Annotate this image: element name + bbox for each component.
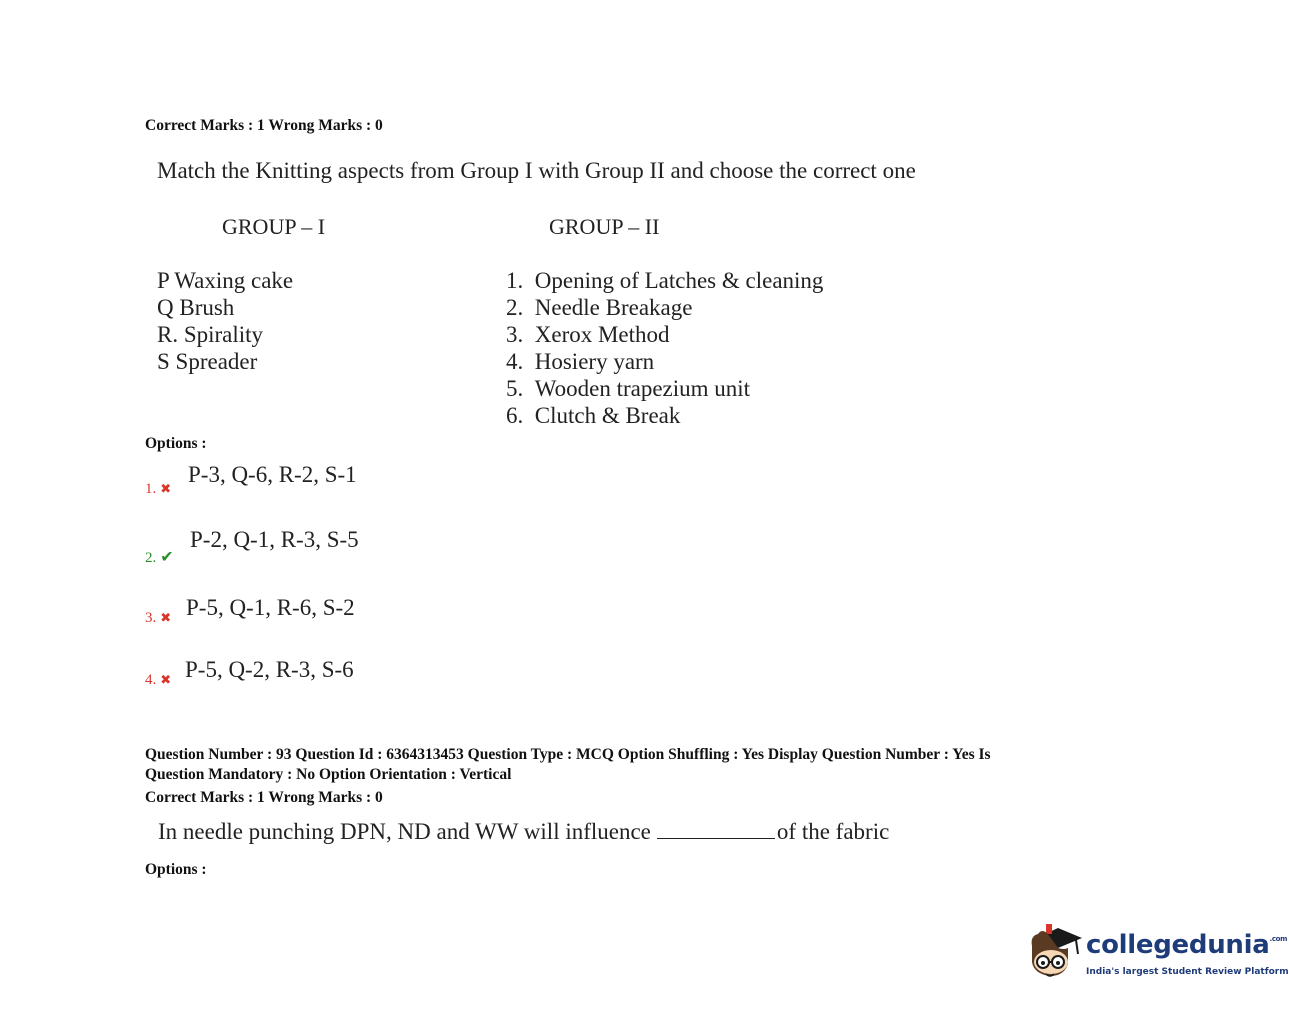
group1-list <box>157 267 293 375</box>
option-text: P-3, Q-6, R-2, S-1 <box>188 462 357 487</box>
group2-item: 3. Xerox Method <box>506 322 670 347</box>
check-icon: ✔ <box>160 549 174 566</box>
option-text: P-5, Q-2, R-3, S-6 <box>185 657 354 682</box>
q93-info-line1: Question Number : 93 Question Id : 6364313453 Question Type : MCQ Option Shuffling : Yes Display Question Number : Yes Is <box>145 746 991 763</box>
cross-icon: ✖ <box>160 672 172 687</box>
group1-header: GROUP – I <box>222 214 326 239</box>
group1-item: R. Spirality <box>157 322 264 347</box>
option-number: 2. ✔ <box>145 549 174 566</box>
brand-name: collegedunia$^{.com}$ <box>1086 930 1288 960</box>
group1-item: P Waxing cake <box>157 268 294 293</box>
q92-marks: Correct Marks : 1 Wrong Marks : 0 <box>145 117 383 134</box>
mascot-icon <box>1024 918 1084 982</box>
q93-question-text: In needle punching DPN, ND and WW will influence of the fabric <box>158 819 890 844</box>
brand-tagline: India's largest Student Review Platform <box>1086 967 1289 977</box>
option-number: 1. ✖ <box>145 481 172 497</box>
group2-header: GROUP – II <box>549 214 660 239</box>
brand-logo <box>1024 918 1289 988</box>
option-text: P-5, Q-1, R-6, S-2 <box>186 595 355 620</box>
option-number: 4. ✖ <box>145 672 172 688</box>
group1-item: Q Brush <box>157 295 235 320</box>
group2-item: 2. Needle Breakage <box>506 295 693 320</box>
group2-list <box>506 267 823 429</box>
q93-options-label: Options : <box>145 861 207 878</box>
group1-item: S Spreader <box>157 349 258 374</box>
group2-item: 5. Wooden trapezium unit <box>506 376 751 401</box>
option-number: 3. ✖ <box>145 610 172 626</box>
group2-item: 6. Clutch & Break <box>506 403 681 428</box>
q93-marks: Correct Marks : 1 Wrong Marks : 0 <box>145 789 383 806</box>
cross-icon: ✖ <box>160 610 172 625</box>
q92-options-label: Options : <box>145 435 207 452</box>
q92-question-text: Match the Knitting aspects from Group I with Group II and choose the correct one <box>157 158 916 183</box>
q93-info-line2: Question Mandatory : No Option Orientation : Vertical <box>145 766 512 783</box>
option-text: P-2, Q-1, R-3, S-5 <box>190 527 359 552</box>
cross-icon: ✖ <box>160 481 172 496</box>
group2-item: 4. Hosiery yarn <box>506 349 655 374</box>
group2-item: 1. Opening of Latches & cleaning <box>506 268 824 293</box>
answer-blank <box>657 822 775 839</box>
